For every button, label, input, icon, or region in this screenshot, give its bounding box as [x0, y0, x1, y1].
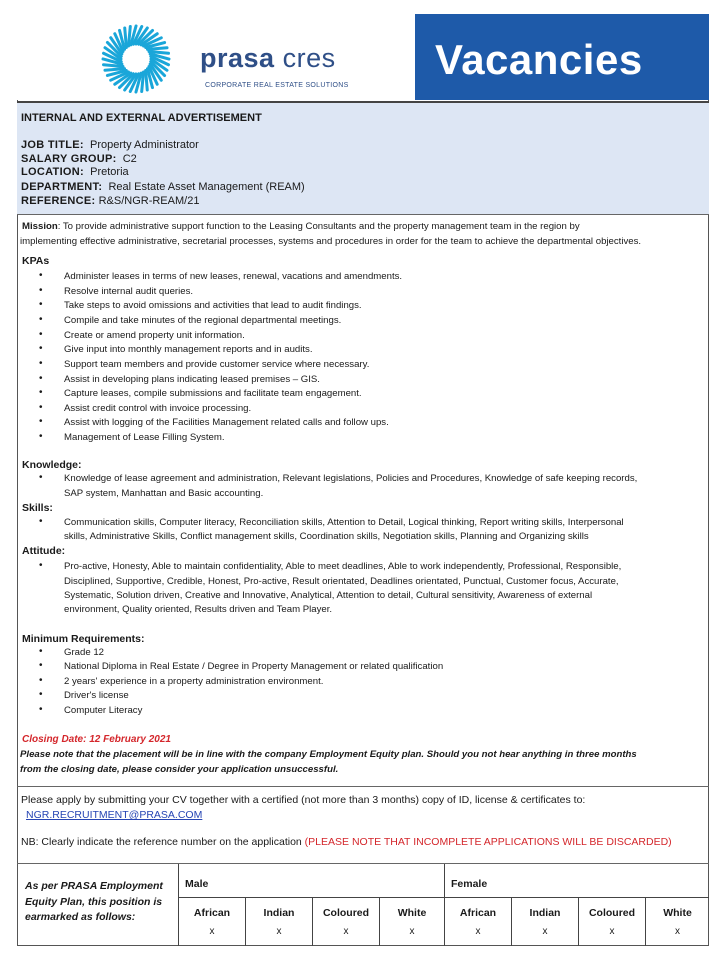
- apply-instructions: Please apply by submitting your CV together with a certified (not more than 3 months) copy of ID, license & certificates to:: [21, 794, 586, 806]
- location-value: Pretoria: [90, 166, 129, 178]
- location-row: [21, 166, 129, 178]
- female-column: [445, 898, 512, 946]
- requirements-heading: Minimum Requirements:: [22, 633, 145, 645]
- kpa-item: Resolve internal audit queries.: [64, 286, 194, 297]
- column-mark: x: [343, 926, 349, 937]
- knowledge-line-2: SAP system, Manhattan and Basic accounting.: [64, 488, 264, 499]
- department-value: Real Estate Asset Management (REAM): [108, 181, 305, 193]
- column-mark: x: [542, 926, 548, 937]
- bullet-icon: •: [39, 516, 43, 527]
- bullet-icon: •: [39, 704, 43, 715]
- requirement-item: 2 years' experience in a property administration environment.: [64, 676, 324, 687]
- reference-label: REFERENCE:: [21, 195, 96, 207]
- column-header: Coloured: [588, 907, 636, 919]
- bullet-icon: •: [39, 689, 43, 700]
- nb-text: NB: Clearly indicate the reference number on the application: [21, 836, 305, 848]
- column-mark: x: [409, 926, 415, 937]
- bullet-icon: •: [39, 373, 43, 384]
- kpa-item: Give input into monthly management reports and in audits.: [64, 344, 313, 355]
- placement-note-1: Please note that the placement will be in line with the company Employment Equity plan. Should you not hear anything in three months: [20, 749, 637, 760]
- mission-line-2: implementing effective administrative, secretarial processes, systems and procedures in order for the team to achieve the departmental objectives.: [20, 236, 642, 247]
- kpa-item: Compile and take minutes of the regional departmental meetings.: [64, 315, 342, 326]
- kpa-item: Assist credit control with invoice processing.: [64, 403, 252, 414]
- column-header: African: [193, 907, 231, 919]
- male-label: Male: [185, 878, 209, 890]
- job-title-label: JOB TITLE:: [21, 139, 84, 151]
- bullet-icon: •: [39, 285, 43, 296]
- column-header: White: [397, 907, 427, 919]
- skills-line-2: skills, Administrative Skills, Conflict management skills, Coordination skills, Negotiation skills, Planning and Organizing skills: [64, 531, 589, 542]
- bullet-icon: •: [39, 314, 43, 325]
- apply-section: [17, 786, 709, 864]
- attitude-line-3: Systematic, Solution driven, Creative and Innovative, Analytical, Attention to detail, Cultural sensitivity, Awareness of external: [64, 590, 593, 601]
- job-title-row: [21, 139, 199, 151]
- reference-row: [21, 195, 199, 207]
- job-title-value: Property Administrator: [90, 139, 199, 151]
- male-column: [313, 898, 380, 946]
- salary-row: [21, 153, 137, 165]
- brand-name: [200, 43, 336, 74]
- knowledge-heading: Knowledge:: [22, 459, 82, 471]
- prasa-logo-icon: [101, 24, 171, 94]
- female-column: [579, 898, 646, 946]
- brand-cres: cres: [282, 43, 336, 73]
- male-group-header: [179, 864, 445, 898]
- nb-warning: (PLEASE NOTE THAT INCOMPLETE APPLICATIONS WILL BE DISCARDED): [304, 836, 672, 848]
- salary-value: C2: [122, 153, 137, 165]
- male-column: [179, 898, 246, 946]
- female-column: [646, 898, 709, 946]
- vacancies-title: Vacancies: [435, 36, 643, 83]
- column-header: African: [459, 907, 497, 919]
- kpas-heading: KPAs: [22, 255, 50, 267]
- column-header: White: [663, 907, 692, 919]
- bullet-icon: •: [39, 358, 43, 369]
- knowledge-line-1: Knowledge of lease agreement and administration, Relevant legislations, Policies and Procedures, Knowledge of safe keeping records,: [64, 473, 638, 484]
- requirement-item: National Diploma in Real Estate / Degree in Property Management or related qualification: [64, 661, 444, 672]
- bullet-icon: •: [39, 660, 43, 671]
- vacancies-banner: [415, 14, 709, 100]
- equity-label-3: earmarked as follows:: [25, 911, 136, 923]
- column-header: Indian: [263, 907, 295, 919]
- advert-summary: [17, 101, 709, 215]
- column-header: Indian: [529, 907, 561, 919]
- bullet-icon: •: [39, 343, 43, 354]
- requirement-item: Computer Literacy: [64, 705, 143, 716]
- kpa-item: Support team members and provide customer service where necessary.: [64, 359, 370, 370]
- bullet-icon: •: [39, 416, 43, 427]
- department-label: DEPARTMENT:: [21, 181, 103, 193]
- equity-label-cell: [17, 864, 179, 946]
- bullet-icon: •: [39, 675, 43, 686]
- bullet-icon: •: [39, 299, 43, 310]
- bullet-icon: •: [39, 387, 43, 398]
- attitude-line-4: environment, Quality oriented, Results driven and Team Player.: [64, 604, 333, 615]
- female-group-header: [445, 864, 709, 898]
- male-column: [380, 898, 445, 946]
- equity-table: [17, 864, 709, 946]
- column-mark: x: [276, 926, 282, 937]
- nb-note: [21, 836, 672, 848]
- bullet-icon: •: [39, 402, 43, 413]
- mission-text-1: : To provide administrative support function to the Leasing Consultants and the property management team in the region by: [57, 221, 580, 232]
- kpa-item: Capture leases, compile submissions and facilitate team engagement.: [64, 388, 362, 399]
- male-column: [246, 898, 313, 946]
- attitude-heading: Attitude:: [22, 545, 66, 557]
- salary-label: SALARY GROUP:: [21, 153, 117, 165]
- bullet-icon: •: [39, 329, 43, 340]
- column-mark: x: [609, 926, 615, 937]
- skills-heading: Skills:: [22, 502, 53, 514]
- kpa-item: Assist with logging of the Facilities Management related calls and follow ups.: [64, 417, 389, 428]
- female-column: [512, 898, 579, 946]
- bullet-icon: •: [39, 560, 43, 571]
- attitude-line-2: Disciplined, Supportive, Credible, Honest, Pro-active, Result orientated, Deadlines orientated, Punctual, Customer focus, Accurate,: [64, 576, 619, 587]
- kpa-item: Create or amend property unit information.: [64, 330, 245, 341]
- brand-prasa: prasa: [200, 43, 275, 73]
- advert-title: INTERNAL AND EXTERNAL ADVERTISEMENT: [21, 112, 262, 124]
- location-label: LOCATION:: [21, 166, 84, 178]
- department-row: [21, 181, 305, 193]
- bullet-icon: •: [39, 472, 43, 483]
- closing-date: Closing Date: 12 February 2021: [22, 734, 171, 745]
- equity-label-2: Equity Plan, this position is: [25, 896, 163, 908]
- kpa-item: Management of Lease Filling System.: [64, 432, 225, 443]
- kpa-item: Take steps to avoid omissions and activities that lead to audit findings.: [64, 300, 362, 311]
- column-mark: x: [209, 926, 215, 937]
- bullet-icon: •: [39, 431, 43, 442]
- column-mark: x: [475, 926, 481, 937]
- requirement-item: Driver's license: [64, 690, 129, 701]
- column-header: Coloured: [322, 907, 370, 919]
- brand-subtitle: CORPORATE REAL ESTATE SOLUTIONS: [205, 82, 349, 89]
- column-mark: x: [675, 926, 680, 937]
- skills-line-1: Communication skills, Computer literacy, Reconciliation skills, Attention to Detail, Logical thinking, Report writing skills, Interpersonal: [64, 517, 624, 528]
- female-label: Female: [451, 878, 488, 890]
- mission-label: Mission: [22, 221, 58, 232]
- bullet-icon: •: [39, 270, 43, 281]
- reference-value: R&S/NGR-REAM/21: [98, 195, 200, 207]
- kpa-item: Assist in developing plans indicating leased premises – GIS.: [64, 374, 320, 385]
- recruitment-email-link[interactable]: NGR.RECRUITMENT@PRASA.COM: [26, 809, 203, 821]
- attitude-line-1: Pro-active, Honesty, Able to maintain confidentiality, Able to meet deadlines, Able to work independently, Professional, Responsible,: [64, 561, 622, 572]
- bullet-icon: •: [39, 646, 43, 657]
- mission-line-1: [22, 221, 580, 233]
- equity-label-1: As per PRASA Employment: [25, 880, 163, 892]
- kpa-item: Administer leases in terms of new leases, renewal, vacations and amendments.: [64, 271, 403, 282]
- requirement-item: Grade 12: [64, 647, 105, 658]
- placement-note-2: from the closing date, please consider your application unsuccessful.: [20, 764, 339, 775]
